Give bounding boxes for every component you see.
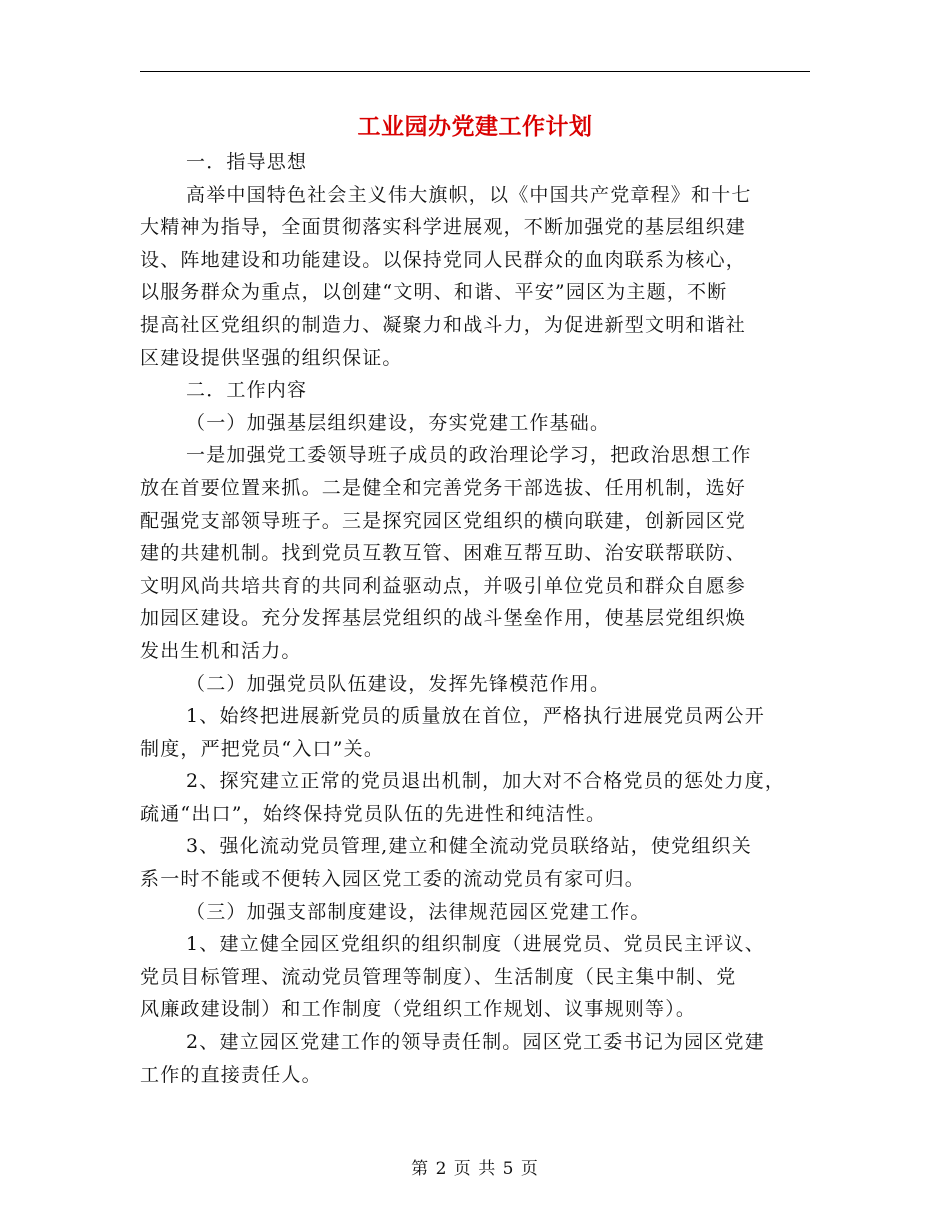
- header-rule: [140, 71, 810, 72]
- text-line: （一）加强基层组织建设，夯实党建工作基础。: [186, 411, 611, 434]
- text-line: 配强党支部领导班子。三是探究园区党组织的横向联建，创新园区党: [140, 509, 747, 532]
- text-line: 加园区建设。充分发挥基层党组织的战斗堡垒作用，使基层党组织焕: [140, 607, 747, 630]
- text-line: 提高社区党组织的制造力、凝聚力和战斗力，为促进新型文明和谐社: [140, 313, 747, 336]
- text-line: 以服务群众为重点，以创建“文明、和谐、平安”园区为主题，不断: [140, 281, 728, 304]
- text-line: 风廉政建设制）和工作制度（党组织工作规划、议事规则等）。: [140, 998, 697, 1021]
- document-title: 工业园办党建工作计划: [357, 114, 593, 140]
- text-line: 1、始终把进展新党员的质量放在首位，严格执行进展党员两公开: [186, 705, 765, 728]
- text-line: 工作的直接责任人。: [140, 1063, 322, 1086]
- document-body: [140, 146, 830, 1091]
- text-line: 疏通“出口”，始终保持党员队伍的先进性和纯洁性。: [140, 802, 607, 825]
- text-line: 文明风尚共培共育的共同利益驱动点，并吸引单位党员和群众自愿参: [140, 574, 747, 597]
- text-line: （三）加强支部制度建设，法律规范园区党建工作。: [186, 900, 651, 923]
- text-line: 发出生机和活力。: [140, 639, 302, 662]
- text-line: 建的共建机制。找到党员互教互管、困难互帮互助、治安联帮联防、: [140, 542, 747, 565]
- text-line: 2、建立园区党建工作的领导责任制。园区党工委书记为园区党建: [186, 1031, 765, 1054]
- text-line: 1、建立健全园区党组织的组织制度（进展党员、党员民主评议、: [186, 933, 765, 956]
- text-line: 制度，严把党员“入口”关。: [140, 737, 385, 760]
- text-line: 系一时不能或不便转入园区党工委的流动党员有家可归。: [140, 868, 646, 891]
- text-line: 一．指导思想: [186, 151, 308, 173]
- text-line: 二．工作内容: [186, 379, 308, 402]
- text-line: （二）加强党员队伍建设，发挥先锋模范作用。: [186, 672, 611, 695]
- text-line: 区建设提供坚强的组织保证。: [140, 346, 403, 369]
- page-number-footer: 第 2 页 共 5 页: [411, 1159, 539, 1179]
- text-line: 放在首要位置来抓。二是健全和完善党务干部选拔、任用机制，选好: [140, 476, 747, 499]
- text-line: 大精神为指导，全面贯彻落实科学进展观，不断加强党的基层组织建: [140, 216, 747, 239]
- text-line: 党员目标管理、流动党员管理等制度）、生活制度（民主集中制、党: [140, 965, 737, 988]
- text-line: 3、强化流动党员管理,建立和健全流动党员联络站，使党组织关: [186, 835, 752, 858]
- text-line: 一是加强党工委领导班子成员的政治理论学习，把政治思想工作: [186, 444, 752, 467]
- text-line: 设、阵地建设和功能建设。以保持党同人民群众的血肉联系为核心，: [140, 248, 747, 271]
- text-line: 高举中国特色社会主义伟大旗帜，以《中国共产党章程》和十七: [186, 183, 752, 206]
- text-line: 2、探究建立正常的党员退出机制，加大对不合格党员的惩处力度，: [186, 770, 786, 793]
